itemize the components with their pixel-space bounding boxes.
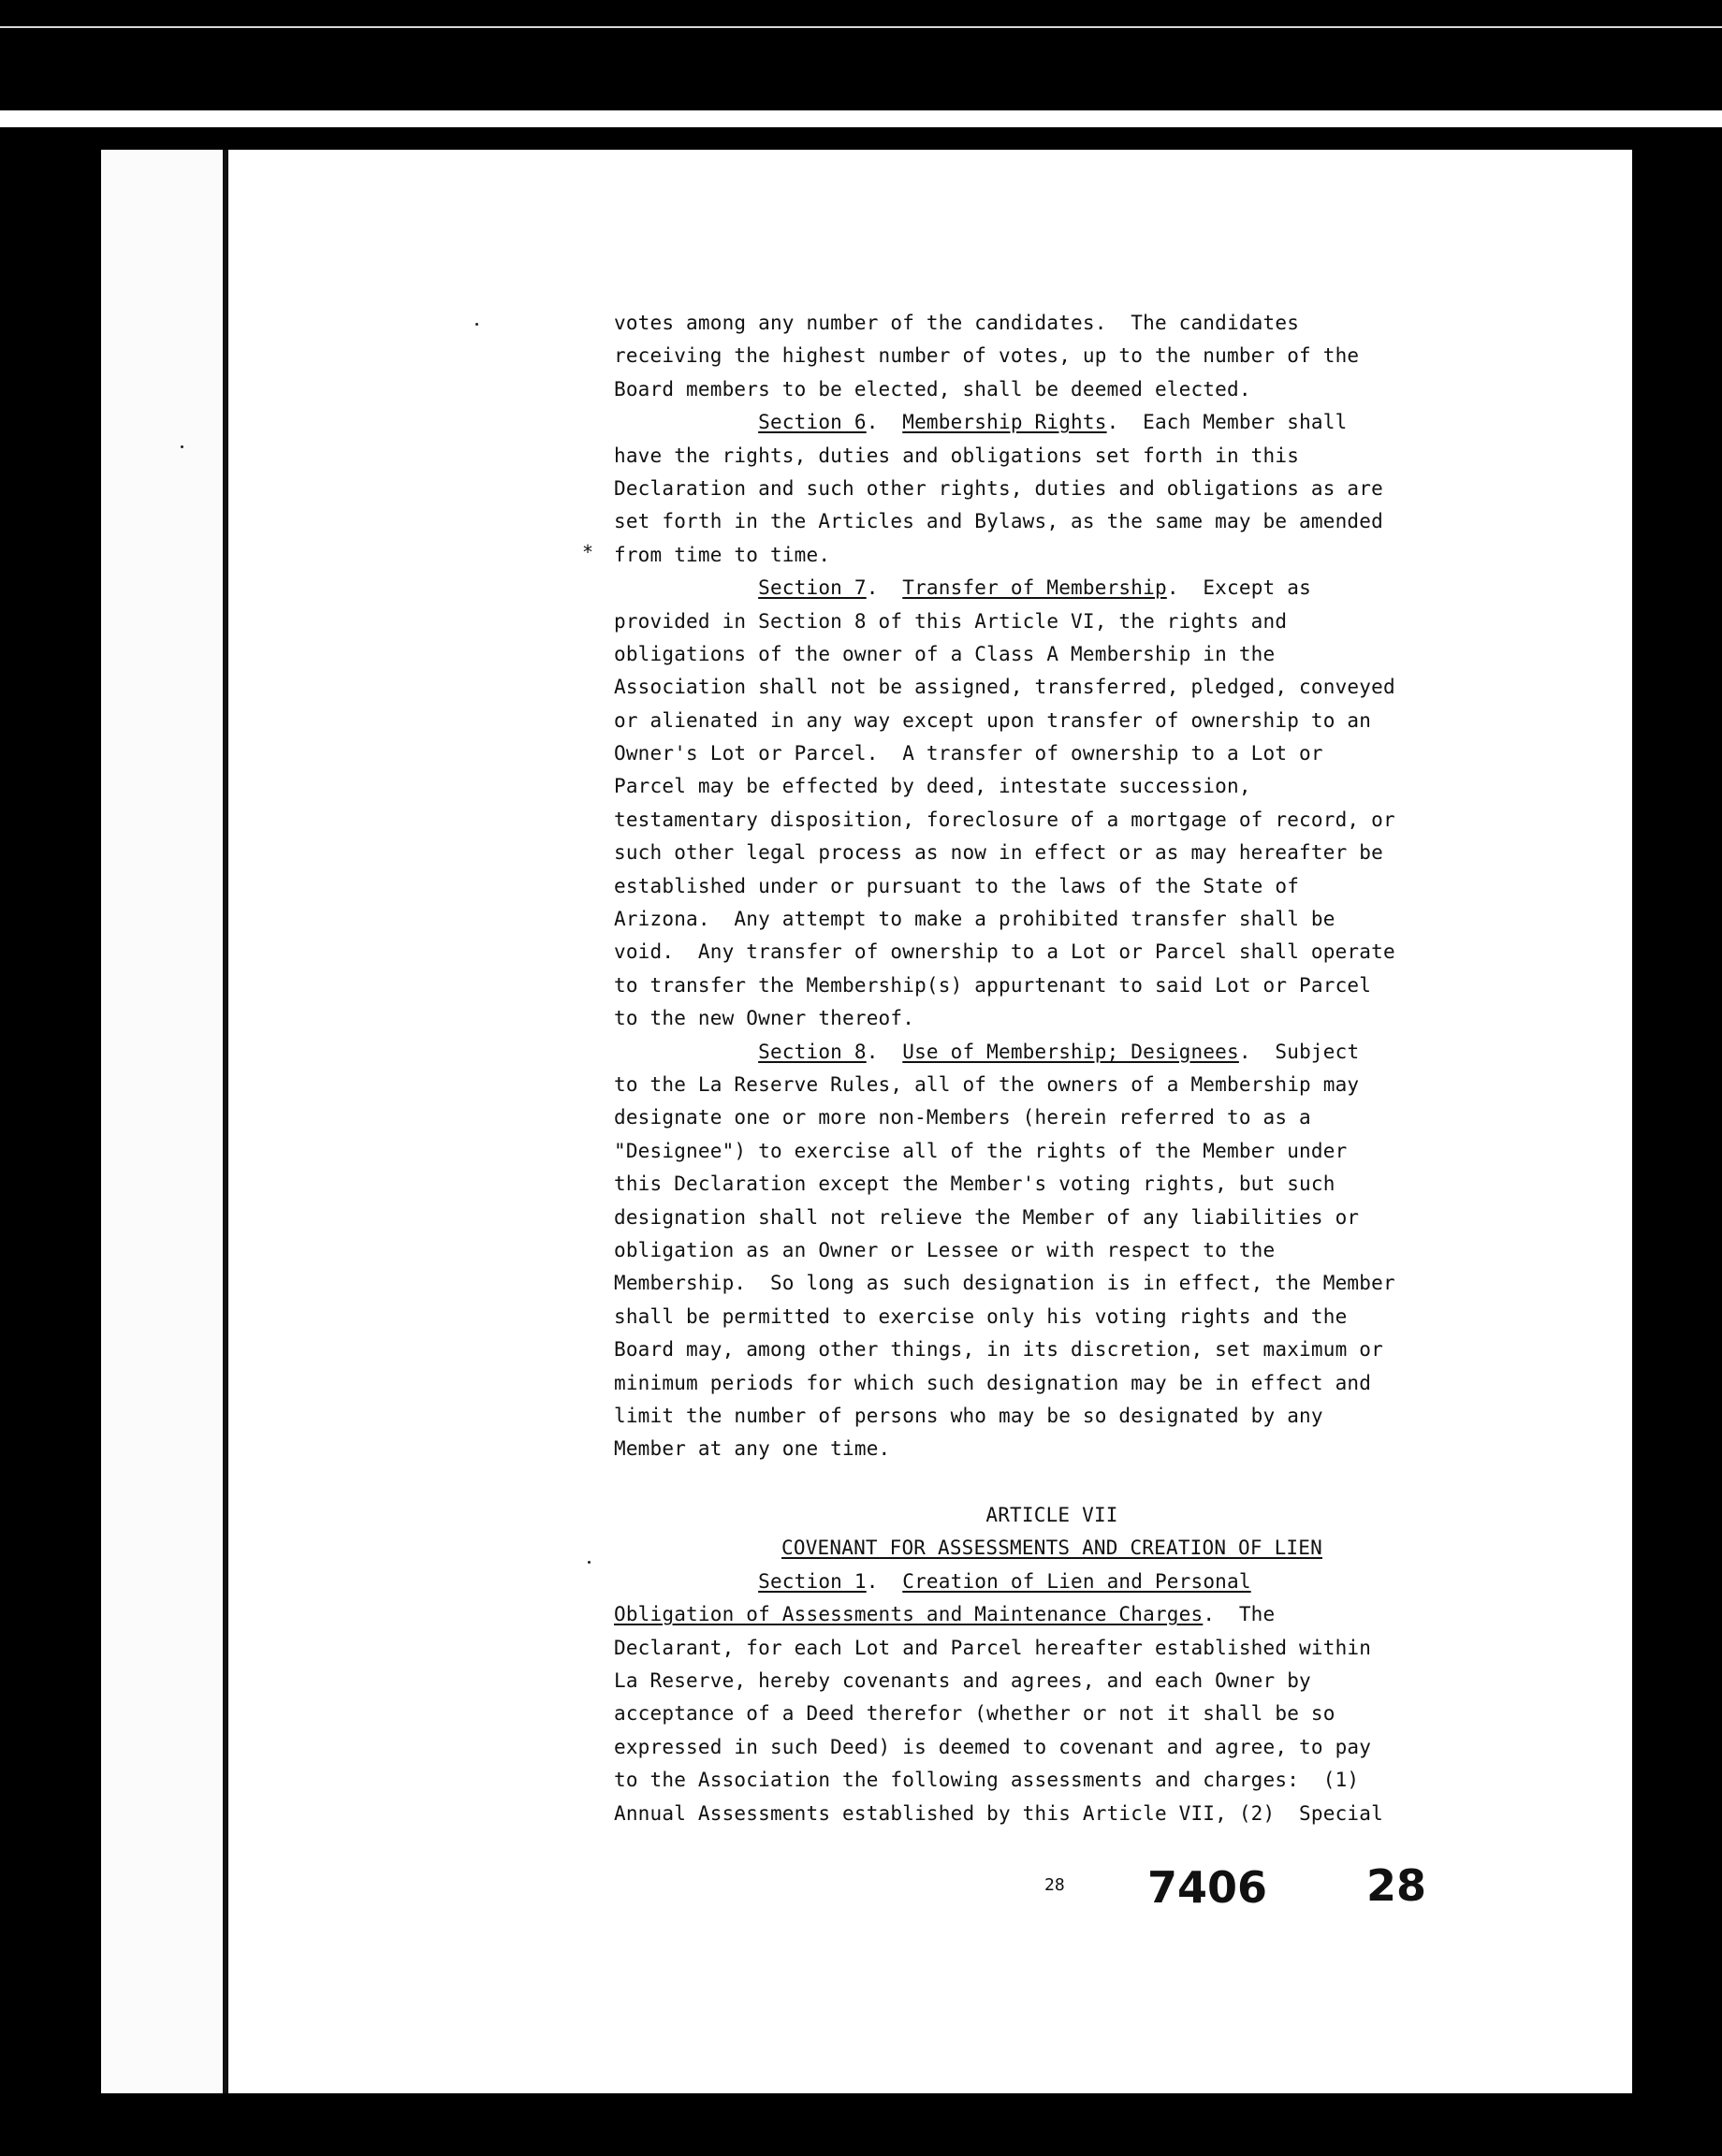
text-line: Declaration and such other rights, duties and obligations as are (614, 476, 1383, 500)
text-line: limit the number of persons who may be so designated by any (614, 1404, 1323, 1427)
footer-page-small: 28 (1044, 1875, 1065, 1895)
section-1-heading-line-2: Obligation of Assessments and Maintenance Charges. The (614, 1603, 1276, 1626)
text-line: "Designee") to exercise all of the rights of the Member under (614, 1139, 1348, 1162)
text-line: testamentary disposition, foreclosure of a mortgage of record, or (614, 808, 1395, 831)
document-body (614, 307, 1490, 1830)
marginal-mark: * (582, 541, 594, 563)
binding-margin (101, 150, 223, 2093)
scanner-line (0, 26, 1722, 28)
section-6-heading-line: Section 6. Membership Rights. Each Member shall (758, 411, 1348, 434)
text-line: expressed in such Deed) is deemed to covenant and agree, to pay (614, 1735, 1372, 1758)
text-line: Parcel may be effected by deed, intestate succession, (614, 775, 1251, 798)
scanner-top-band (0, 0, 1722, 110)
section-1-label: Section 1 (758, 1569, 867, 1593)
text-line: Declarant, for each Lot and Parcel hereafter established within (614, 1636, 1372, 1659)
text-line: Owner's Lot or Parcel. A transfer of ownership to a Lot or (614, 742, 1323, 765)
speck (181, 445, 183, 448)
text-line: to transfer the Membership(s) appurtenant to said Lot or Parcel (614, 973, 1372, 997)
text-line: obligations of the owner of a Class A Membership in the (614, 642, 1276, 665)
text-line: shall be permitted to exercise only his voting rights and the (614, 1304, 1348, 1328)
section-8-label: Section 8 (758, 1040, 867, 1063)
speck (475, 323, 478, 326)
text-line: provided in Section 8 of this Article VI, the rights and (614, 609, 1288, 633)
text-line: to the new Owner thereof. (614, 1007, 915, 1030)
text-line: have the rights, duties and obligations set forth in this (614, 444, 1300, 467)
text-line: Board may, among other things, in its discretion, set maximum or (614, 1338, 1383, 1362)
text-line: votes among any number of the candidates. The candidates (614, 312, 1300, 334)
text-line: designate one or more non-Members (herein referred to as a (614, 1106, 1311, 1129)
text-line: to the Association the following assessments and charges: (1) (614, 1769, 1360, 1792)
text-line: acceptance of a Deed therefor (whether or not it shall be so (614, 1702, 1335, 1726)
text-line: receiving the highest number of votes, up to the number of the (614, 344, 1360, 368)
speck (588, 1561, 591, 1564)
text-line: Arizona. Any attempt to make a prohibited transfer shall be (614, 908, 1335, 931)
scanner-gap (0, 110, 1722, 127)
section-7-heading-line: Section 7. Transfer of Membership. Except as (758, 576, 1311, 600)
article-subheading-line (614, 1532, 1490, 1565)
section-8-title: Use of Membership; Designees (902, 1040, 1239, 1063)
text-line: void. Any transfer of ownership to a Lot or Parcel shall operate (614, 940, 1395, 964)
section-8-first: Subject (1275, 1040, 1360, 1063)
section-1-title-b: Obligation of Assessments and Maintenance Charges (614, 1603, 1204, 1626)
blank-line (614, 1466, 1490, 1499)
text-line: Membership. So long as such designation is in effect, the Member (614, 1272, 1395, 1295)
section-7-first: Except as (1203, 576, 1311, 600)
text-line: to the La Reserve Rules, all of the owners of a Membership may (614, 1072, 1360, 1096)
text-line: established under or pursuant to the laws of the State of (614, 874, 1300, 897)
text-line: Member at any one time. (614, 1437, 891, 1461)
section-6-title: Membership Rights (902, 411, 1107, 434)
text-line: Association shall not be assigned, transferred, pledged, conveyed (614, 676, 1395, 699)
section-6-label: Section 6 (758, 411, 867, 434)
section-7-title: Transfer of Membership (902, 576, 1167, 600)
section-1-heading-line: Section 1. Creation of Lien and Personal (758, 1569, 1251, 1593)
text-line: or alienated in any way except upon transfer of ownership to an (614, 708, 1372, 732)
text-line: obligation as an Owner or Lessee or with respect to the (614, 1238, 1276, 1261)
section-1-first: The (1238, 1603, 1276, 1626)
text-line: designation shall not relieve the Member of any liabilities or (614, 1205, 1360, 1229)
footer-book-number: 7406 (1147, 1862, 1268, 1913)
section-1-title-a: Creation of Lien and Personal (902, 1569, 1251, 1593)
binding-edge (223, 150, 228, 2093)
section-6-first: Each Member shall (1143, 411, 1348, 434)
article-subheading: COVENANT FOR ASSESSMENTS AND CREATION OF LIEN (781, 1537, 1322, 1560)
text-line: minimum periods for which such designation may be in effect and (614, 1371, 1372, 1394)
text-line: set forth in the Articles and Bylaws, as the same may be amended (614, 510, 1383, 533)
text-line: Annual Assessments established by this Article VII, (2) Special (614, 1801, 1383, 1825)
text-line: this Declaration except the Member's voting rights, but such (614, 1173, 1335, 1196)
footer-page-number: 28 (1366, 1860, 1427, 1911)
section-7-label: Section 7 (758, 576, 867, 600)
article-heading: ARTICLE VII (985, 1504, 1118, 1527)
text-line: La Reserve, hereby covenants and agrees, and each Owner by (614, 1669, 1311, 1693)
text-line: Board members to be elected, shall be deemed elected. (614, 377, 1251, 401)
text-line: such other legal process as now in effect or as may hereafter be (614, 841, 1383, 865)
section-8-heading-line: Section 8. Use of Membership; Designees. Subject (758, 1040, 1360, 1063)
text-line: from time to time. (614, 543, 831, 566)
